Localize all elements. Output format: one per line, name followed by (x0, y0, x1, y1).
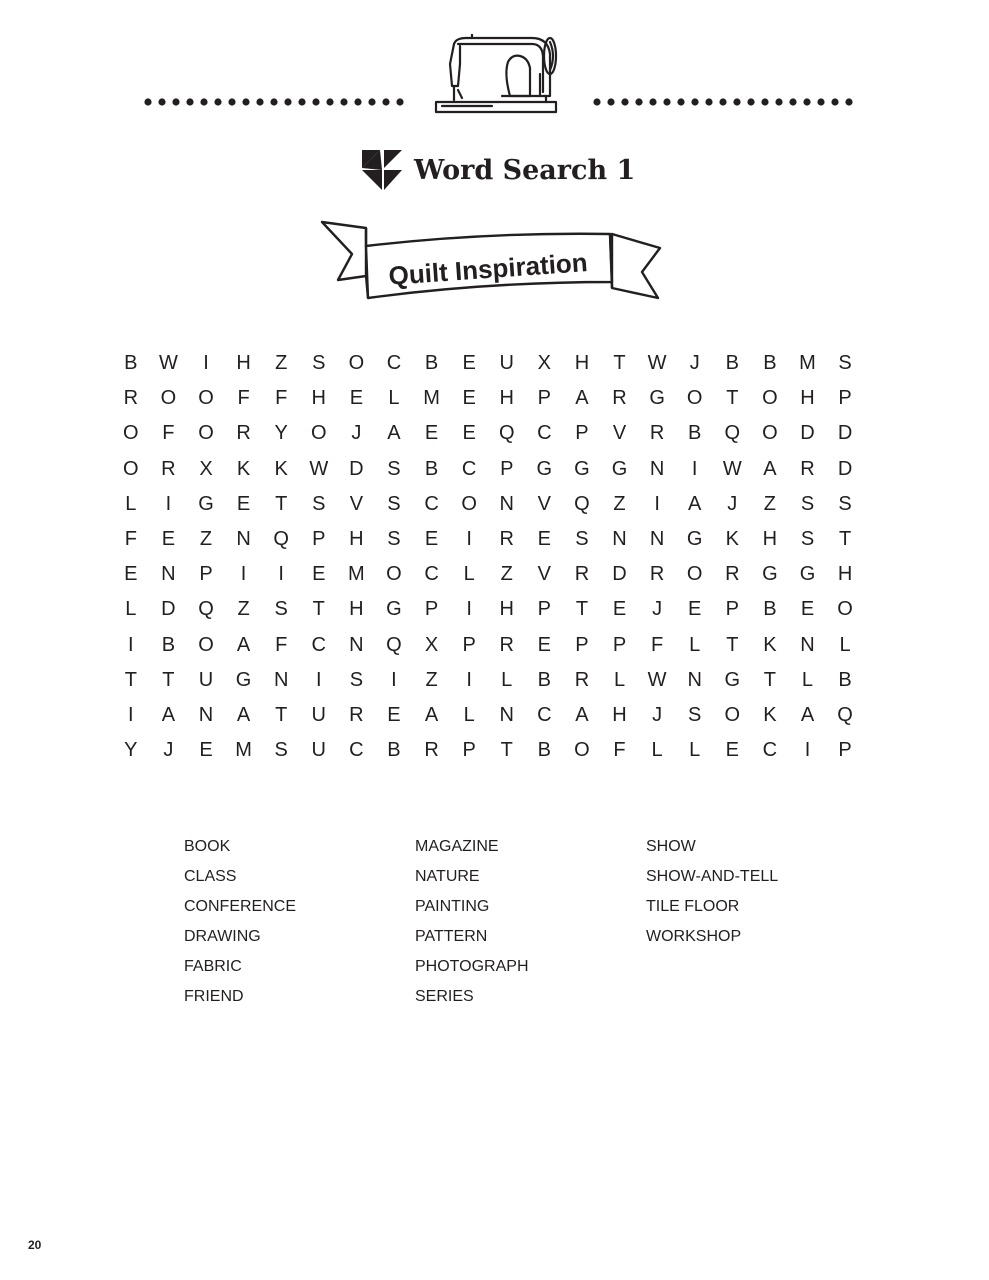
grid-letter: E (161, 527, 176, 550)
grid-letter: R (800, 457, 815, 480)
grid-letter: A (763, 457, 777, 480)
grid-letter: K (274, 457, 288, 480)
grid-letter: N (161, 563, 176, 586)
grid-letter: P (312, 527, 326, 550)
grid-letter: Z (275, 352, 288, 374)
grid-letter: P (838, 387, 852, 410)
grid-letter: B (725, 352, 739, 374)
word-list-item: NATURE (415, 868, 480, 885)
grid-letter: S (688, 703, 702, 726)
grid-letter: P (462, 739, 476, 762)
grid-letter: N (198, 703, 214, 726)
grid-letter: E (312, 563, 326, 586)
grid-letter: B (424, 352, 439, 374)
grid-letter: W (722, 457, 742, 480)
grid-letter: C (762, 739, 778, 762)
grid-letter: Q (837, 703, 853, 726)
grid-letter: B (161, 633, 176, 656)
grid-letter: P (725, 598, 739, 621)
grid-letter: O (310, 422, 327, 445)
grid-letter: R (574, 668, 590, 691)
grid-letter: S (312, 492, 326, 515)
grid-letter: E (537, 527, 551, 550)
grid-letter: K (725, 527, 739, 550)
grid-row (112, 698, 864, 733)
grid-letter: I (165, 492, 172, 515)
grid-letter: F (651, 633, 664, 656)
grid-row (112, 592, 864, 627)
grid-letter: Q (198, 598, 214, 621)
word-list (184, 832, 877, 1012)
grid-letter: H (837, 563, 853, 586)
grid-letter: H (349, 598, 364, 621)
grid-letter: L (388, 387, 400, 410)
grid-letter: S (387, 492, 401, 515)
grid-letter: N (800, 633, 815, 656)
grid-letter: L (689, 633, 701, 656)
grid-letter: B (838, 668, 852, 691)
grid-letter: K (763, 633, 777, 656)
grid-letter: E (612, 598, 627, 621)
grid-letter: E (424, 422, 439, 445)
sewing-machine-icon (432, 34, 562, 120)
grid-letter: C (537, 703, 552, 726)
grid-letter: A (800, 703, 815, 726)
grid-letter: S (274, 739, 288, 762)
grid-letter: U (499, 352, 514, 374)
grid-letter: J (689, 352, 700, 374)
grid-letter: D (349, 457, 364, 480)
grid-letter: Z (613, 492, 626, 515)
grid-letter: Z (425, 668, 438, 691)
grid-letter: G (611, 457, 628, 480)
grid-letter: P (462, 633, 476, 656)
grid-letter: O (348, 352, 365, 374)
grid-letter: D (837, 457, 853, 480)
grid-letter: Y (124, 739, 138, 762)
grid-letter: A (575, 387, 589, 410)
grid-letter: O (461, 492, 477, 515)
grid-letter: C (424, 492, 439, 515)
grid-letter: B (124, 352, 138, 374)
word-list-item: FRIEND (184, 988, 244, 1005)
grid-letter: G (198, 492, 214, 515)
grid-letter: Q (386, 633, 402, 656)
word-list-item: SHOW-AND-TELL (646, 868, 779, 885)
grid-letter: H (499, 598, 514, 621)
grid-letter: O (123, 422, 139, 445)
grid-letter: T (613, 352, 626, 374)
grid-letter: N (499, 492, 514, 515)
grid-letter: O (762, 387, 778, 410)
grid-letter: A (236, 703, 251, 726)
grid-letter: O (198, 387, 214, 410)
grid-letter: L (689, 739, 701, 762)
grid-letter: L (839, 633, 851, 656)
grid-letter: R (424, 739, 439, 762)
grid-letter: T (726, 633, 739, 656)
grid-letter: J (351, 422, 362, 445)
grid-letter: C (424, 563, 439, 586)
grid-letter: S (838, 352, 852, 374)
grid-letter: G (799, 563, 816, 586)
grid-letter: R (236, 422, 251, 445)
grid-letter: N (499, 703, 514, 726)
grid-letter: T (124, 668, 137, 691)
grid-letter: T (162, 668, 175, 691)
grid-letter: I (691, 457, 698, 480)
grid-letter: N (236, 527, 251, 550)
grid-letter: B (424, 457, 439, 480)
grid-letter: P (500, 457, 514, 480)
grid-letter: G (235, 668, 252, 691)
word-list-item: PATTERN (415, 928, 488, 945)
grid-letter: B (537, 668, 551, 691)
grid-letter: E (236, 492, 251, 515)
grid-letter: T (838, 527, 852, 550)
grid-letter: Z (199, 527, 213, 550)
grid-letter: E (349, 387, 364, 410)
grid-letter: I (466, 598, 472, 621)
grid-letter: P (537, 387, 551, 410)
grid-letter: Q (498, 422, 515, 445)
grid-letter: V (537, 492, 551, 515)
grid-letter: P (575, 633, 589, 656)
grid-letter: J (163, 739, 174, 762)
grid-letter: S (349, 668, 364, 691)
grid-row (112, 381, 864, 416)
grid-letter: L (801, 668, 814, 691)
grid-letter: S (800, 527, 815, 550)
grid-letter: P (575, 422, 589, 445)
grid-letter: N (349, 633, 364, 656)
word-search-grid (112, 346, 864, 768)
grid-letter: D (800, 422, 815, 445)
grid-letter: J (652, 703, 663, 726)
word-list-item: DRAWING (184, 928, 261, 945)
grid-letter: G (762, 563, 778, 586)
grid-letter: E (387, 703, 401, 726)
grid-letter: W (647, 668, 667, 691)
grid-letter: Q (273, 527, 289, 550)
grid-letter: H (311, 387, 326, 410)
grid-letter: F (237, 387, 250, 410)
grid-letter: B (537, 739, 551, 762)
grid-letter: O (686, 387, 703, 410)
grid-letter: C (349, 739, 364, 762)
grid-letter: O (198, 422, 214, 445)
puzzle-heading (360, 148, 635, 192)
grid-letter: I (128, 703, 134, 726)
grid-letter: I (804, 739, 811, 762)
grid-letter: H (762, 527, 778, 550)
grid-letter: I (654, 492, 660, 515)
grid-letter: R (349, 703, 364, 726)
grid-letter: C (537, 422, 552, 445)
grid-letter: S (274, 598, 288, 621)
word-list-item: MAGAZINE (415, 838, 499, 855)
grid-letter: P (424, 598, 439, 621)
grid-letter: G (686, 527, 703, 550)
grid-letter: W (647, 352, 667, 374)
grid-letter: V (349, 492, 364, 515)
grid-letter: I (240, 563, 247, 586)
grid-letter: W (309, 457, 329, 480)
grid-letter: B (763, 352, 777, 374)
grid-letter: S (387, 527, 401, 550)
grid-letter: Z (500, 563, 513, 586)
grid-letter: I (315, 668, 322, 691)
grid-letter: T (726, 387, 739, 410)
grid-letter: A (236, 633, 251, 656)
grid-letter: E (462, 422, 476, 445)
grid-letter: H (236, 352, 251, 374)
grid-letter: K (763, 703, 777, 726)
grid-letter: T (763, 668, 776, 691)
grid-letter: E (462, 352, 476, 374)
grid-letter: I (466, 668, 472, 691)
grid-letter: E (462, 387, 476, 410)
grid-letter: I (278, 563, 284, 586)
grid-letter: O (686, 563, 703, 586)
grid-letter: O (574, 739, 590, 762)
grid-letter: S (387, 457, 401, 480)
grid-letter: R (574, 563, 590, 586)
grid-letter: S (800, 492, 815, 515)
grid-letter: Z (763, 492, 776, 515)
grid-letter: R (725, 563, 740, 586)
grid-letter: L (125, 598, 137, 621)
grid-row (112, 346, 864, 381)
grid-letter: X (537, 352, 551, 374)
grid-letter: M (348, 563, 365, 586)
grid-letter: C (386, 352, 402, 374)
grid-letter: R (649, 422, 665, 445)
word-list-item: BOOK (184, 838, 231, 855)
grid-letter: P (838, 739, 852, 762)
grid-letter: O (198, 633, 214, 656)
grid-letter: L (463, 563, 475, 586)
grid-letter: A (387, 422, 401, 445)
grid-letter: F (162, 422, 175, 445)
grid-letter: O (160, 387, 177, 410)
grid-letter: O (837, 598, 853, 621)
grid-row (112, 416, 864, 451)
grid-row (112, 663, 864, 698)
grid-letter: R (649, 563, 665, 586)
dotted-rule-left (143, 95, 405, 109)
grid-letter: L (463, 703, 475, 726)
grid-letter: V (537, 563, 551, 586)
grid-letter: H (499, 387, 514, 410)
grid-letter: J (652, 598, 663, 621)
grid-letter: B (688, 422, 702, 445)
grid-letter: T (500, 739, 513, 762)
grid-letter: L (651, 739, 663, 762)
grid-letter: U (311, 739, 326, 762)
word-list-item: WORKSHOP (646, 928, 742, 945)
grid-letter: F (124, 527, 137, 550)
page-number: 20 (28, 1238, 42, 1252)
grid-letter: O (762, 422, 778, 445)
word-list-column (415, 832, 646, 1012)
grid-letter: I (203, 352, 209, 374)
grid-letter: G (536, 457, 553, 480)
grid-letter: E (537, 633, 551, 656)
grid-letter: R (499, 527, 514, 550)
grid-letter: E (725, 739, 739, 762)
grid-letter: A (688, 492, 702, 515)
dotted-rule-right (592, 95, 854, 109)
grid-letter: T (275, 492, 288, 515)
grid-letter: S (838, 492, 852, 515)
grid-letter: E (199, 739, 213, 762)
word-list-column (646, 832, 877, 1012)
grid-letter: F (613, 739, 626, 762)
banner-title: Quilt Inspiration (387, 247, 589, 291)
grid-letter: O (724, 703, 741, 726)
grid-letter: J (727, 492, 738, 515)
grid-letter: E (424, 527, 439, 550)
grid-letter: L (501, 668, 513, 691)
grid-letter: N (273, 668, 289, 691)
word-list-item: CONFERENCE (184, 898, 297, 915)
grid-letter: N (649, 457, 665, 480)
grid-letter: X (199, 457, 213, 480)
grid-letter: G (649, 387, 665, 410)
grid-letter: P (199, 563, 213, 586)
grid-letter: H (612, 703, 627, 726)
grid-letter: I (128, 633, 134, 656)
grid-letter: C (311, 633, 326, 656)
grid-letter: H (349, 527, 364, 550)
grid-letter: M (423, 387, 440, 410)
grid-letter: L (125, 492, 137, 515)
grid-letter: N (612, 527, 627, 550)
word-list-column (184, 832, 415, 1012)
grid-letter: T (575, 598, 589, 621)
grid-letter: G (386, 598, 402, 621)
grid-letter: M (799, 352, 816, 374)
grid-letter: D (161, 598, 176, 621)
grid-letter: R (161, 457, 176, 480)
grid-letter: G (574, 457, 590, 480)
grid-letter: H (574, 352, 590, 374)
grid-letter: D (612, 563, 627, 586)
grid-letter: I (466, 527, 472, 550)
grid-letter: D (837, 422, 853, 445)
grid-letter: A (575, 703, 589, 726)
grid-letter: X (424, 633, 439, 656)
word-list-item: SHOW (646, 838, 696, 855)
grid-letter: V (612, 422, 627, 445)
grid-letter: F (275, 633, 288, 656)
grid-letter: L (613, 668, 626, 691)
grid-letter: H (800, 387, 815, 410)
grid-letter: S (312, 352, 326, 374)
grid-letter: S (575, 527, 589, 550)
grid-row (112, 487, 864, 522)
grid-letter: E (800, 598, 815, 621)
grid-letter: Q (574, 492, 590, 515)
grid-letter: K (236, 457, 251, 480)
word-list-item: PHOTOGRAPH (415, 958, 529, 975)
grid-letter: F (275, 387, 288, 410)
word-list-item: CLASS (184, 868, 237, 885)
grid-letter: E (688, 598, 702, 621)
grid-row (112, 628, 864, 663)
grid-letter: U (198, 668, 214, 691)
grid-letter: M (235, 739, 252, 762)
grid-letter: B (387, 739, 401, 762)
page-title: Word Search 1 (414, 154, 636, 186)
grid-letter: A (424, 703, 439, 726)
grid-letter: T (275, 703, 288, 726)
grid-letter: Z (237, 598, 250, 621)
grid-letter: O (123, 457, 139, 480)
grid-letter: R (612, 387, 627, 410)
word-list-item: FABRIC (184, 958, 242, 975)
grid-letter: E (124, 563, 138, 586)
grid-letter: B (763, 598, 777, 621)
word-list-item: TILE FLOOR (646, 898, 740, 915)
grid-letter: U (311, 703, 326, 726)
grid-letter: N (687, 668, 702, 691)
grid-letter: R (123, 387, 139, 410)
grid-row (112, 452, 864, 487)
grid-letter: W (158, 352, 178, 374)
grid-row (112, 522, 864, 557)
grid-row (112, 733, 864, 768)
word-list-item: SERIES (415, 988, 474, 1005)
grid-letter: G (724, 668, 741, 691)
grid-letter: P (612, 633, 627, 656)
grid-letter: Q (724, 422, 741, 445)
grid-letter: T (312, 598, 325, 621)
grid-letter: Y (274, 422, 288, 445)
grid-row (112, 557, 864, 592)
grid-letter: I (391, 668, 397, 691)
grid-letter: N (649, 527, 665, 550)
grid-letter: R (499, 633, 514, 656)
word-list-item: PAINTING (415, 898, 490, 915)
grid-letter: A (161, 703, 176, 726)
title-banner (316, 212, 666, 304)
grid-letter: O (386, 563, 402, 586)
grid-letter: P (537, 598, 551, 621)
quilt-block-icon (360, 148, 404, 192)
grid-letter: C (461, 457, 477, 480)
